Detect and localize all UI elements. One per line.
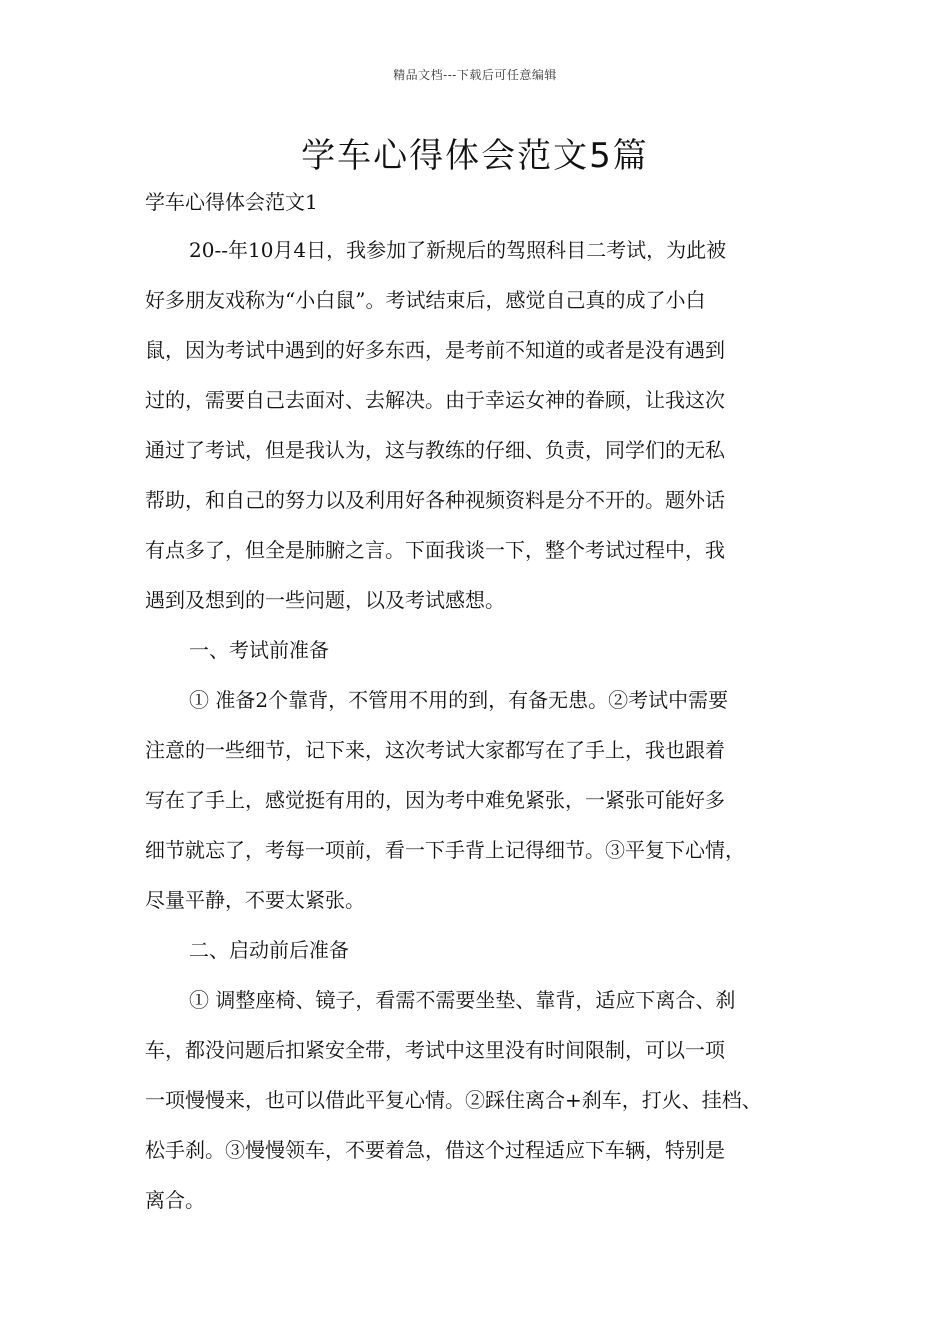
paragraph-line: 松手刹。③慢慢领车，不要着急，借这个过程适应下车辆，特别是: [145, 1138, 725, 1162]
header-note: 精品文档---下载后可任意编辑: [393, 68, 557, 82]
paragraph-line: 有点多了，但全是肺腑之言。下面我谈一下，整个考试过程中，我: [145, 538, 725, 562]
subheading-exam-prep: 一、考试前准备: [189, 638, 329, 662]
body-text: [145, 225, 807, 1225]
paragraph-line: 离合。: [145, 1188, 205, 1212]
paragraph-line: 车，都没问题后扣紧安全带，考试中这里没有时间限制，可以一项: [145, 1038, 725, 1062]
paragraph-line: 过的，需要自己去面对、去解决。由于幸运女神的眷顾，让我这次: [145, 388, 725, 412]
paragraph-line: 尽量平静，不要太紧张。: [145, 888, 365, 912]
paragraph-line: 遇到及想到的一些问题，以及考试感想。: [145, 588, 505, 612]
section-heading: 学车心得体会范文1: [145, 190, 318, 214]
paragraph-line: 鼠，因为考试中遇到的好多东西，是考前不知道的或者是没有遇到: [145, 338, 725, 362]
paragraph-line: 20--年10月4日，我参加了新规后的驾照科目二考试，为此被: [189, 238, 727, 262]
paragraph-line: 好多朋友戏称为“小白鼠”。考试结束后，感觉自己真的成了小白: [145, 288, 706, 312]
paragraph-line: 通过了考试，但是我认为，这与教练的仔细、负责，同学们的无私: [145, 438, 725, 462]
paragraph-line: 帮助，和自己的努力以及利用好各种视频资料是分不开的。题外话: [145, 488, 725, 512]
paragraph-line: 注意的一些细节，记下来，这次考试大家都写在了手上，我也跟着: [145, 738, 725, 762]
document-title: 学车心得体会范文5篇: [301, 136, 649, 176]
paragraph-line: 写在了手上，感觉挺有用的，因为考中难免紧张，一紧张可能好多: [145, 788, 725, 812]
paragraph-line: ① 调整座椅、镜子，看需不需要坐垫、靠背，适应下离合、刹: [189, 988, 736, 1012]
paragraph-line: ① 准备2个靠背，不管用不用的到，有备无患。②考试中需要: [189, 688, 729, 712]
subheading-startup-prep: 二、启动前后准备: [189, 938, 349, 962]
paragraph-line: 细节就忘了，考每一项前，看一下手背上记得细节。③平复下心情，: [145, 838, 745, 862]
paragraph-line: 一项慢慢来，也可以借此平复心情。②踩住离合+刹车，打火、挂档、: [145, 1088, 762, 1112]
